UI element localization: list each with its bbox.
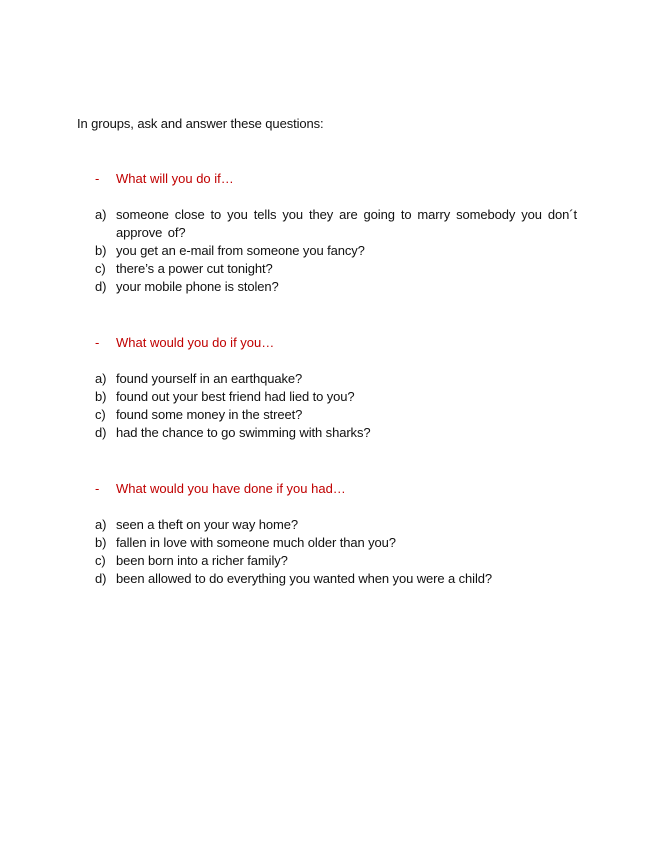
- heading-text: What will you do if…: [116, 171, 234, 186]
- question-text: found some money in the street?: [116, 407, 303, 422]
- question-section-will: [95, 170, 577, 296]
- list-item: [95, 406, 577, 424]
- list-marker: c): [95, 553, 106, 568]
- list-marker: b): [95, 243, 107, 258]
- list-item: [95, 370, 577, 388]
- question-text: had the chance to go swimming with sharks?: [116, 425, 371, 440]
- question-text: seen a theft on your way home?: [116, 517, 299, 532]
- question-text: found out your best friend had lied to you?: [116, 389, 355, 404]
- list-item: [95, 260, 577, 278]
- question-text: found yourself in an earthquake?: [116, 371, 303, 386]
- question-text: been allowed to do everything you wanted when you were a child?: [116, 571, 493, 586]
- question-list: [95, 206, 577, 296]
- list-marker: a): [95, 207, 107, 222]
- list-item: [95, 424, 577, 442]
- question-text: fallen in love with someone much older than you?: [116, 535, 396, 550]
- question-text: been born into a richer family?: [116, 553, 288, 568]
- list-item: [95, 242, 577, 260]
- list-item: [95, 388, 577, 406]
- question-text: someone close to you tells you they are going to marry somebody you don´t approve of?: [116, 207, 577, 240]
- list-item: [95, 570, 577, 588]
- list-item: [95, 278, 577, 296]
- heading-text: What would you have done if you had…: [116, 481, 346, 496]
- heading-text: What would you do if you…: [116, 335, 275, 350]
- heading-dash: -: [95, 481, 100, 496]
- question-section-would: [95, 334, 577, 442]
- list-marker: d): [95, 425, 107, 440]
- section-heading: [95, 334, 577, 352]
- list-marker: c): [95, 261, 106, 276]
- section-heading: [95, 480, 577, 498]
- question-list: [95, 516, 577, 588]
- list-marker: a): [95, 371, 107, 386]
- list-marker: a): [95, 517, 107, 532]
- list-marker: b): [95, 535, 107, 550]
- question-section-would-have: [95, 480, 577, 588]
- list-marker: b): [95, 389, 107, 404]
- question-text: you get an e-mail from someone you fancy?: [116, 243, 365, 258]
- question-text: your mobile phone is stolen?: [116, 279, 279, 294]
- list-marker: d): [95, 279, 107, 294]
- heading-dash: -: [95, 335, 100, 350]
- question-text: there’s a power cut tonight?: [116, 261, 273, 276]
- list-item: [95, 516, 577, 534]
- heading-dash: -: [95, 171, 100, 186]
- question-list: [95, 370, 577, 442]
- list-marker: d): [95, 571, 107, 586]
- instructions-text: In groups, ask and answer these questions:: [77, 116, 324, 131]
- list-marker: c): [95, 407, 106, 422]
- list-item: [95, 206, 577, 242]
- list-item: [95, 552, 577, 570]
- section-heading: [95, 170, 577, 188]
- list-item: [95, 534, 577, 552]
